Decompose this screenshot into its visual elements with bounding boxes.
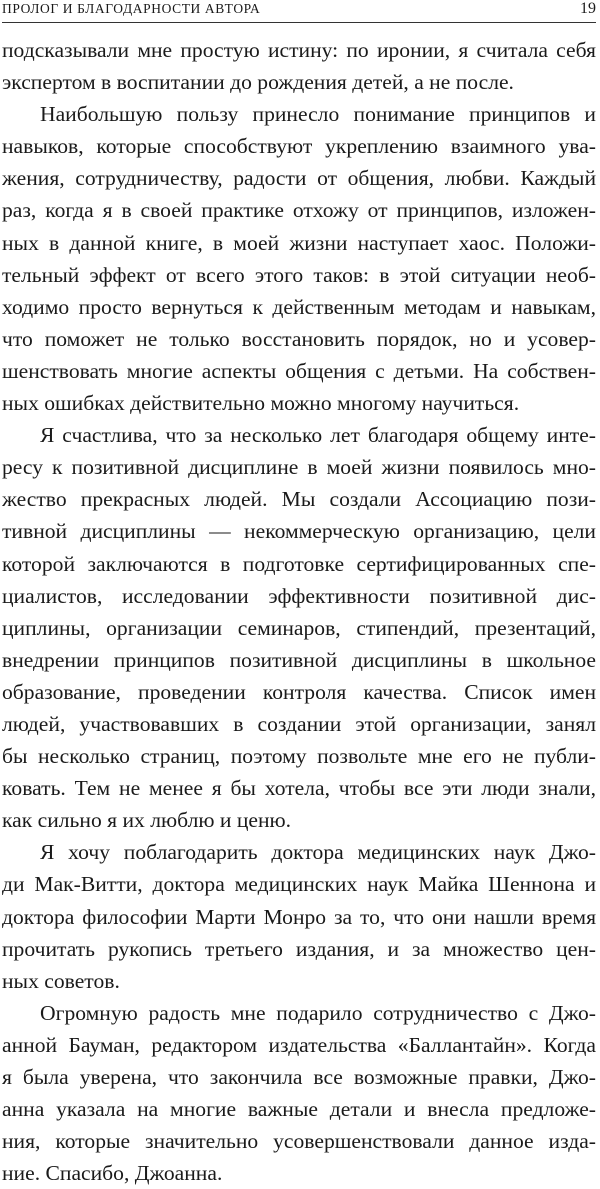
- text-line: жения, сотрудничеству, радости от общения, любви. Каждый: [2, 166, 596, 191]
- page-number: 19: [580, 0, 596, 17]
- text-line: экспертом в воспитании до рождения детей, а не после.: [2, 70, 514, 95]
- text-line: я была уверена, что закончила все возможные правки, Джо-: [2, 1065, 596, 1089]
- text-line: ние. Спасибо, Джоанна.: [2, 1161, 223, 1186]
- text-line: шенствовать многие аспекты общения с детьми. На собствен-: [2, 358, 596, 383]
- text-line: подсказывали мне простую истину: по иронии, я считала себя: [2, 38, 596, 62]
- text-line: раз, когда я в своей практике отхожу от принципов, изложен-: [2, 198, 596, 223]
- text-line: анной Бауман, редактором издательства «Баллантайн». Когда: [2, 1032, 596, 1057]
- text-line: ресу к позитивной дисциплине в моей жизни появилось мно-: [2, 455, 596, 480]
- text-line: ния, которые значительно усовершенствовали данное изда-: [2, 1129, 596, 1154]
- text-line: ходимо просто вернуться к действенным методам и навыкам,: [2, 294, 596, 319]
- text-line: доктора философии Марти Монро за то, что они нашли время: [2, 904, 596, 929]
- text-line: людей, участвовавших в создании этой организации, занял: [2, 711, 596, 736]
- text-line: навыков, которые способствуют укреплению взаимного ува-: [2, 134, 596, 159]
- text-line: бы несколько страниц, поэтому позвольте мне его не публи-: [2, 744, 596, 769]
- text-line: циплины, организации семинаров, стипендий, презентаций,: [2, 615, 596, 640]
- text-line: что поможет не только восстановить порядок, но и усовер-: [2, 326, 596, 351]
- text-line: Наибольшую пользу принесло понимание принципов и: [40, 102, 596, 127]
- text-line: ди Мак-Витти, доктора медицинских наук Майка Шеннона и: [2, 872, 596, 897]
- body-text: [2, 34, 596, 1189]
- running-title: ПРОЛОГ И БЛАГОДАРНОСТИ АВТОРА: [2, 1, 261, 16]
- text-line: образование, проведении контроля качества. Список имен: [2, 679, 596, 704]
- text-line: как сильно я их люблю и ценю.: [2, 808, 292, 833]
- text-line: циалистов, исследовании эффективности позитивной дис-: [2, 583, 596, 608]
- text-line: жество прекрасных людей. Мы создали Ассоциацию пози-: [2, 487, 596, 512]
- running-header: [2, 0, 596, 23]
- text-line: Я счастлива, что за несколько лет благодаря общему инте-: [40, 423, 596, 448]
- text-line: прочитать рукопись третьего издания, и за множество цен-: [2, 936, 596, 961]
- text-line: ных советов.: [2, 968, 120, 993]
- text-line: ковать. Тем не менее я бы хотела, чтобы все эти люди знали,: [2, 776, 596, 801]
- text-line: ных в данной книге, в моей жизни наступает хаос. Положи-: [2, 230, 596, 255]
- text-line: Я хочу поблагодарить доктора медицинских наук Джо-: [40, 840, 596, 865]
- text-line: Огромную радость мне подарило сотрудничество с Джо-: [40, 1000, 596, 1025]
- text-line: которой заключаются в подготовке сертифицированных спе-: [2, 551, 596, 576]
- text-line: внедрении принципов позитивной дисциплины в школьное: [2, 647, 596, 672]
- text-line: анна указала на многие важные детали и внесла предложе-: [2, 1097, 596, 1122]
- text-line: тивной дисциплины — некоммерческую организацию, цели: [2, 519, 596, 544]
- text-line: тельный эффект от всего этого таков: в этой ситуации необ-: [2, 262, 596, 287]
- text-line: ных ошибках действительно можно многому научиться.: [2, 391, 520, 416]
